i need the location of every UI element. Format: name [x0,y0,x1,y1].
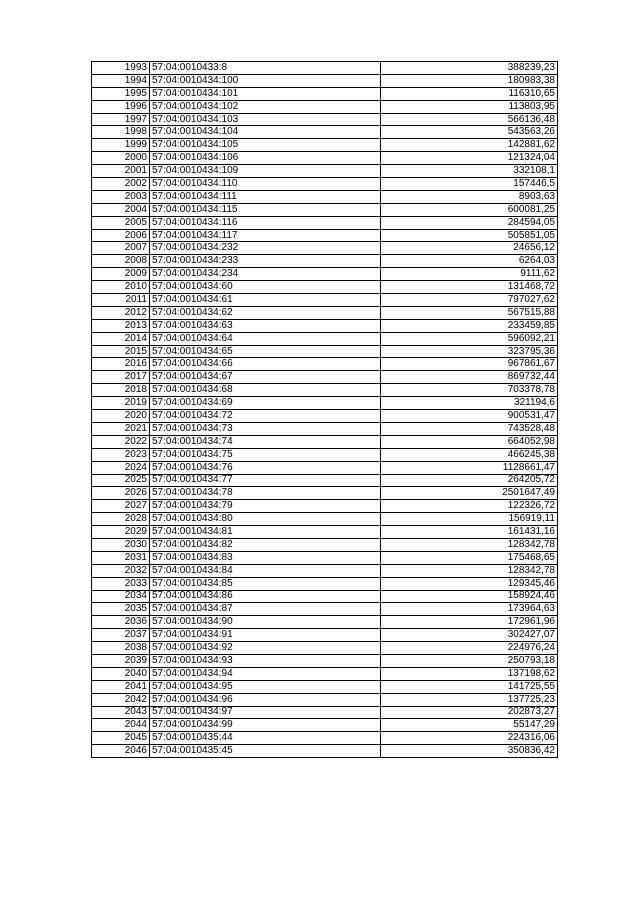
row-number-cell: 2028 [92,513,150,526]
cadastral-number-cell: 57:04:0010434:99 [150,719,381,732]
table-row [92,551,558,564]
row-number-cell: 2039 [92,654,150,667]
table-row [92,229,558,242]
table-row [92,680,558,693]
cadastral-value-cell: 116310,65 [381,87,558,100]
cadastral-number-cell: 57:04:0010434:103 [150,113,381,126]
row-number-cell: 2006 [92,229,150,242]
cadastral-number-cell: 57:04:0010434:83 [150,551,381,564]
row-number-cell: 1997 [92,113,150,126]
cadastral-number-cell: 57:04:0010434:63 [150,319,381,332]
cadastral-value-cell: 156919,11 [381,513,558,526]
cadastral-number-cell: 57:04:0010434:67 [150,371,381,384]
table-row [92,100,558,113]
table-row [92,616,558,629]
table-row [92,178,558,191]
cadastral-value-cell: 129345,46 [381,577,558,590]
cadastral-value-cell: 173964,63 [381,603,558,616]
table-row [92,281,558,294]
table-row [92,397,558,410]
table-body [92,62,558,758]
cadastral-number-cell: 57:04:0010434:69 [150,397,381,410]
cadastral-value-cell: 869732,44 [381,371,558,384]
cadastral-value-cell: 8903,63 [381,190,558,203]
cadastral-number-cell: 57:04:0010434:110 [150,178,381,191]
cadastral-number-cell: 57:04:0010434:85 [150,577,381,590]
cadastral-number-cell: 57:04:0010434:117 [150,229,381,242]
cadastral-number-cell: 57:04:0010434:104 [150,126,381,139]
table-row [92,165,558,178]
table-row [92,371,558,384]
cadastral-number-cell: 57:04:0010435:44 [150,732,381,745]
table-row [92,242,558,255]
cadastral-number-cell: 57:04:0010434:68 [150,384,381,397]
table-row [92,526,558,539]
row-number-cell: 1996 [92,100,150,113]
table-row [92,654,558,667]
cadastral-number-cell: 57:04:0010434:62 [150,306,381,319]
cadastral-value-cell: 743528,48 [381,422,558,435]
cadastral-number-cell: 57:04:0010434:61 [150,294,381,307]
cadastral-value-cell: 566136,48 [381,113,558,126]
table-row [92,474,558,487]
cadastral-number-cell: 57:04:0010434:64 [150,332,381,345]
row-number-cell: 2016 [92,358,150,371]
cadastral-number-cell: 57:04:0010435:45 [150,745,381,758]
cadastral-value-cell: 703378,78 [381,384,558,397]
row-number-cell: 2043 [92,706,150,719]
cadastral-value-cell: 600081,25 [381,203,558,216]
table-row [92,294,558,307]
cadastral-value-cell: 543563,26 [381,126,558,139]
table-row [92,629,558,642]
row-number-cell: 1998 [92,126,150,139]
cadastral-value-cell: 233459,85 [381,319,558,332]
row-number-cell: 2001 [92,165,150,178]
cadastral-value-table [91,61,558,758]
cadastral-number-cell: 57:04:0010434:102 [150,100,381,113]
cadastral-value-cell: 332108,1 [381,165,558,178]
row-number-cell: 2011 [92,294,150,307]
table-row [92,642,558,655]
cadastral-value-cell: 321194,6 [381,397,558,410]
cadastral-value-cell: 505851,05 [381,229,558,242]
row-number-cell: 2008 [92,255,150,268]
cadastral-value-cell: 224976,24 [381,642,558,655]
row-number-cell: 2040 [92,667,150,680]
cadastral-number-cell: 57:04:0010434:87 [150,603,381,616]
table-row [92,461,558,474]
table-row [92,422,558,435]
table-row [92,513,558,526]
cadastral-value-cell: 180983,38 [381,74,558,87]
table-row [92,358,558,371]
row-number-cell: 2021 [92,422,150,435]
row-number-cell: 2003 [92,190,150,203]
table-row [92,190,558,203]
cadastral-value-cell: 2501647,49 [381,487,558,500]
cadastral-number-cell: 57:04:0010434:74 [150,435,381,448]
cadastral-number-cell: 57:04:0010434:84 [150,564,381,577]
cadastral-number-cell: 57:04:0010434:81 [150,526,381,539]
cadastral-number-cell: 57:04:0010434:82 [150,538,381,551]
row-number-cell: 2024 [92,461,150,474]
cadastral-value-cell: 567515,88 [381,306,558,319]
table-row [92,216,558,229]
row-number-cell: 2018 [92,384,150,397]
row-number-cell: 2012 [92,306,150,319]
cadastral-value-cell: 131468,72 [381,281,558,294]
row-number-cell: 2014 [92,332,150,345]
cadastral-number-cell: 57:04:0010434:97 [150,706,381,719]
row-number-cell: 2030 [92,538,150,551]
table-row [92,706,558,719]
table-row [92,319,558,332]
cadastral-value-cell: 466245,38 [381,448,558,461]
row-number-cell: 2027 [92,500,150,513]
cadastral-number-cell: 57:04:0010434:66 [150,358,381,371]
cadastral-number-cell: 57:04:0010433:8 [150,62,381,75]
cadastral-value-cell: 388239,23 [381,62,558,75]
row-number-cell: 2041 [92,680,150,693]
row-number-cell: 2038 [92,642,150,655]
row-number-cell: 2025 [92,474,150,487]
row-number-cell: 2044 [92,719,150,732]
cadastral-value-cell: 6264,03 [381,255,558,268]
cadastral-value-cell: 224316,06 [381,732,558,745]
cadastral-value-cell: 113803,95 [381,100,558,113]
table-row [92,577,558,590]
cadastral-number-cell: 57:04:0010434:91 [150,629,381,642]
row-number-cell: 1993 [92,62,150,75]
table-row [92,203,558,216]
cadastral-number-cell: 57:04:0010434:101 [150,87,381,100]
cadastral-number-cell: 57:04:0010434:232 [150,242,381,255]
table-row [92,603,558,616]
row-number-cell: 2035 [92,603,150,616]
row-number-cell: 2023 [92,448,150,461]
cadastral-number-cell: 57:04:0010434:93 [150,654,381,667]
cadastral-number-cell: 57:04:0010434:109 [150,165,381,178]
row-number-cell: 2033 [92,577,150,590]
table-row [92,139,558,152]
row-number-cell: 2026 [92,487,150,500]
table-row [92,590,558,603]
table-row [92,538,558,551]
row-number-cell: 1994 [92,74,150,87]
cadastral-number-cell: 57:04:0010434:234 [150,268,381,281]
row-number-cell: 1995 [92,87,150,100]
cadastral-value-cell: 137725,23 [381,693,558,706]
cadastral-number-cell: 57:04:0010434:78 [150,487,381,500]
cadastral-value-cell: 1128661,47 [381,461,558,474]
cadastral-number-cell: 57:04:0010434:75 [150,448,381,461]
row-number-cell: 2032 [92,564,150,577]
row-number-cell: 2000 [92,152,150,165]
row-number-cell: 2045 [92,732,150,745]
table-row [92,448,558,461]
table-row [92,410,558,423]
table-row [92,667,558,680]
cadastral-number-cell: 57:04:0010434:105 [150,139,381,152]
cadastral-value-cell: 137198,62 [381,667,558,680]
row-number-cell: 2019 [92,397,150,410]
row-number-cell: 2002 [92,178,150,191]
row-number-cell: 2020 [92,410,150,423]
cadastral-number-cell: 57:04:0010434:73 [150,422,381,435]
table-row [92,268,558,281]
table-row [92,62,558,75]
row-number-cell: 2042 [92,693,150,706]
table-row [92,487,558,500]
cadastral-number-cell: 57:04:0010434:76 [150,461,381,474]
table-row [92,255,558,268]
cadastral-value-cell: 172961,96 [381,616,558,629]
cadastral-value-cell: 284594,05 [381,216,558,229]
row-number-cell: 2004 [92,203,150,216]
cadastral-value-cell: 128342,78 [381,538,558,551]
row-number-cell: 2010 [92,281,150,294]
table-row [92,564,558,577]
cadastral-value-cell: 158924,46 [381,590,558,603]
cadastral-number-cell: 57:04:0010434:233 [150,255,381,268]
cadastral-value-cell: 967861,67 [381,358,558,371]
cadastral-number-cell: 57:04:0010434:100 [150,74,381,87]
cadastral-number-cell: 57:04:0010434:86 [150,590,381,603]
cadastral-value-cell: 142881,62 [381,139,558,152]
table-row [92,719,558,732]
table-row [92,87,558,100]
cadastral-value-cell: 55147,29 [381,719,558,732]
row-number-cell: 2029 [92,526,150,539]
cadastral-value-cell: 302427,07 [381,629,558,642]
table-row [92,332,558,345]
cadastral-value-cell: 175468,65 [381,551,558,564]
cadastral-number-cell: 57:04:0010434:72 [150,410,381,423]
cadastral-number-cell: 57:04:0010434:106 [150,152,381,165]
cadastral-value-cell: 128342,78 [381,564,558,577]
cadastral-value-cell: 122326,72 [381,500,558,513]
cadastral-value-cell: 157446,5 [381,178,558,191]
table-row [92,74,558,87]
row-number-cell: 2037 [92,629,150,642]
row-number-cell: 2009 [92,268,150,281]
row-number-cell: 2031 [92,551,150,564]
cadastral-value-cell: 264205,72 [381,474,558,487]
cadastral-number-cell: 57:04:0010434:77 [150,474,381,487]
row-number-cell: 2013 [92,319,150,332]
cadastral-value-cell: 350836,42 [381,745,558,758]
cadastral-number-cell: 57:04:0010434:79 [150,500,381,513]
table-row [92,306,558,319]
cadastral-value-cell: 664052,98 [381,435,558,448]
cadastral-number-cell: 57:04:0010434:65 [150,345,381,358]
cadastral-number-cell: 57:04:0010434:92 [150,642,381,655]
cadastral-number-cell: 57:04:0010434:95 [150,680,381,693]
cadastral-value-cell: 161431,16 [381,526,558,539]
cadastral-number-cell: 57:04:0010434:60 [150,281,381,294]
cadastral-value-cell: 9111,62 [381,268,558,281]
cadastral-number-cell: 57:04:0010434:111 [150,190,381,203]
cadastral-value-cell: 121324,04 [381,152,558,165]
cadastral-value-cell: 202873,27 [381,706,558,719]
cadastral-value-cell: 797027,62 [381,294,558,307]
cadastral-number-cell: 57:04:0010434:115 [150,203,381,216]
table-row [92,345,558,358]
row-number-cell: 2007 [92,242,150,255]
row-number-cell: 2022 [92,435,150,448]
row-number-cell: 2034 [92,590,150,603]
table-row [92,113,558,126]
table-row [92,745,558,758]
cadastral-number-cell: 57:04:0010434:80 [150,513,381,526]
row-number-cell: 1999 [92,139,150,152]
cadastral-value-cell: 900531,47 [381,410,558,423]
row-number-cell: 2015 [92,345,150,358]
table-row [92,693,558,706]
row-number-cell: 2017 [92,371,150,384]
cadastral-number-cell: 57:04:0010434:90 [150,616,381,629]
cadastral-value-cell: 141725,55 [381,680,558,693]
cadastral-value-cell: 250793,18 [381,654,558,667]
table-row [92,732,558,745]
cadastral-value-cell: 323795,36 [381,345,558,358]
cadastral-number-cell: 57:04:0010434:94 [150,667,381,680]
cadastral-value-cell: 596092,21 [381,332,558,345]
row-number-cell: 2005 [92,216,150,229]
table-row [92,435,558,448]
row-number-cell: 2046 [92,745,150,758]
table-row [92,126,558,139]
table-row [92,500,558,513]
cadastral-value-cell: 24656,12 [381,242,558,255]
cadastral-number-cell: 57:04:0010434:116 [150,216,381,229]
table-row [92,152,558,165]
cadastral-number-cell: 57:04:0010434:96 [150,693,381,706]
row-number-cell: 2036 [92,616,150,629]
table-row [92,384,558,397]
